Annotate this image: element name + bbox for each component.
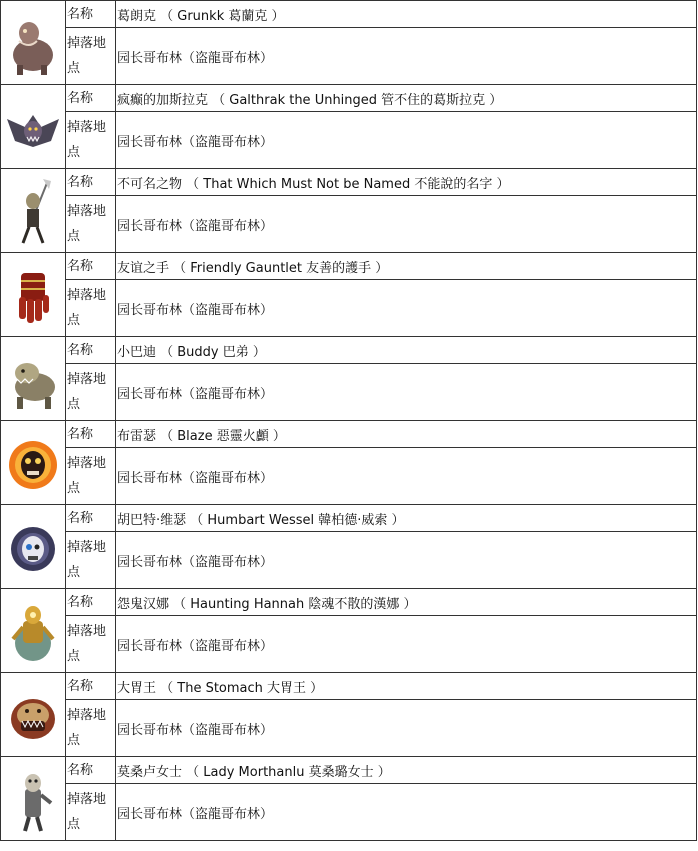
portrait-cell [1,673,66,757]
grunkk-portrait-icon [3,3,63,83]
name-label: 名称 [66,505,116,532]
monster-name: 不可名之物 （ That Which Must Not be Named 不能說的名字 ） [116,169,697,196]
table-row [1,532,697,589]
drop-location-label: 掉落地点 [66,784,116,841]
drop-location: 园长哥布林（盗龍哥布林） [116,616,697,673]
table-row [1,196,697,253]
table-row [1,364,697,421]
table-row [1,253,697,280]
drop-location: 园长哥布林（盗龍哥布林） [116,280,697,337]
table-row [1,1,697,28]
stomach-portrait-icon [3,675,63,755]
monster-name: 布雷瑟 （ Blaze 惡靈火顱 ） [116,421,697,448]
table-row [1,421,697,448]
monster-name: 怨鬼汉娜 （ Haunting Hannah 陰魂不散的漢娜 ） [116,589,697,616]
drop-location-label: 掉落地点 [66,280,116,337]
drop-location-label: 掉落地点 [66,616,116,673]
table-row [1,757,697,784]
gauntlet-portrait-icon [3,255,63,335]
drop-location: 园长哥布林（盗龍哥布林） [116,784,697,841]
portrait-cell [1,169,66,253]
monster-name: 莫桑卢女士 （ Lady Morthanlu 莫桑璐女士 ） [116,757,697,784]
table-row [1,169,697,196]
table-row [1,448,697,505]
table-row [1,28,697,85]
monster-name: 胡巴特·维瑟 （ Humbart Wessel 韓柏德·威索 ） [116,505,697,532]
drop-location: 园长哥布林（盗龍哥布林） [116,700,697,757]
monster-name: 友谊之手 （ Friendly Gauntlet 友善的護手 ） [116,253,697,280]
drop-location: 园长哥布林（盗龍哥布林） [116,28,697,85]
hannah-portrait-icon [3,591,63,671]
table-row [1,616,697,673]
portrait-cell [1,1,66,85]
name-label: 名称 [66,253,116,280]
table-row [1,784,697,841]
drop-location: 园长哥布林（盗龍哥布林） [116,196,697,253]
drop-location-label: 掉落地点 [66,448,116,505]
drop-location: 园长哥布林（盗龍哥布林） [116,112,697,169]
drop-location-label: 掉落地点 [66,532,116,589]
portrait-cell [1,421,66,505]
name-label: 名称 [66,673,116,700]
unnamed-thing-portrait-icon [3,171,63,251]
table-row [1,280,697,337]
portrait-cell [1,337,66,421]
name-label: 名称 [66,589,116,616]
blaze-portrait-icon [3,423,63,503]
portrait-cell [1,253,66,337]
portrait-cell [1,757,66,841]
name-label: 名称 [66,85,116,112]
drop-location: 园长哥布林（盗龍哥布林） [116,448,697,505]
morthanlu-portrait-icon [3,759,63,839]
table-row [1,673,697,700]
monster-name: 葛朗克 （ Grunkk 葛蘭克 ） [116,1,697,28]
drop-location: 园长哥布林（盗龍哥布林） [116,532,697,589]
table-row [1,505,697,532]
portrait-cell [1,85,66,169]
portrait-cell [1,589,66,673]
name-label: 名称 [66,169,116,196]
table-row [1,85,697,112]
buddy-portrait-icon [3,339,63,419]
table-row [1,337,697,364]
name-label: 名称 [66,1,116,28]
drop-location-label: 掉落地点 [66,700,116,757]
name-label: 名称 [66,421,116,448]
galthrak-portrait-icon [3,87,63,167]
drop-location-label: 掉落地点 [66,112,116,169]
monster-name: 大胃王 （ The Stomach 大胃王 ） [116,673,697,700]
table-row [1,700,697,757]
humbart-portrait-icon [3,507,63,587]
monster-name: 疯癫的加斯拉克 （ Galthrak the Unhinged 管不住的葛斯拉克 ） [116,85,697,112]
portrait-cell [1,505,66,589]
drop-location-label: 掉落地点 [66,364,116,421]
table-row [1,112,697,169]
name-label: 名称 [66,757,116,784]
drop-location-label: 掉落地点 [66,196,116,253]
name-label: 名称 [66,337,116,364]
drop-location: 园长哥布林（盗龍哥布林） [116,364,697,421]
drop-location-label: 掉落地点 [66,28,116,85]
monster-name: 小巴迪 （ Buddy 巴弟 ） [116,337,697,364]
table-row [1,589,697,616]
